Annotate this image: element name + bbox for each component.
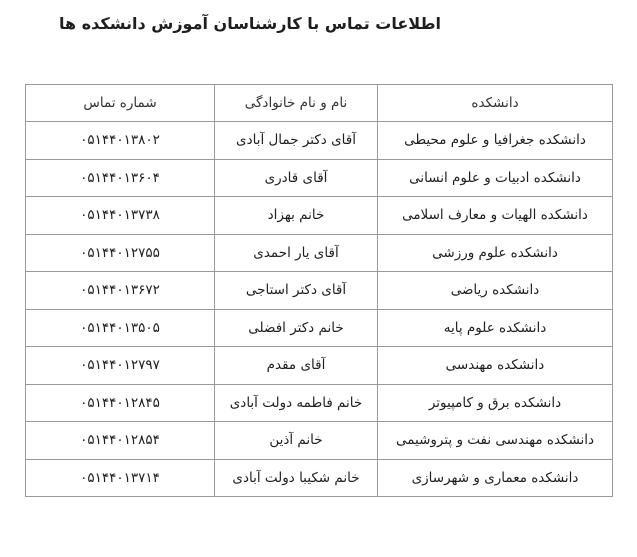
name-cell: آقای دکتر جمال آبادی [215,122,378,160]
table-row [26,384,613,422]
faculty-cell: دانشکده برق و کامپیوتر [378,384,613,422]
table-row [26,309,613,347]
phone-cell: ۰۵۱۴۴۰۱۳۷۱۴ [26,459,215,497]
faculty-cell: دانشکده مهندسی [378,347,613,385]
phone-cell: ۰۵۱۴۴۰۱۳۵۰۵ [26,309,215,347]
contacts-table [25,84,613,497]
phone-cell: ۰۵۱۴۴۰۱۲۷۹۷ [26,347,215,385]
faculty-cell: دانشکده ادبیات و علوم انسانی [378,159,613,197]
name-cell: خانم بهزاد [215,197,378,235]
faculty-cell: دانشکده معماری و شهرسازی [378,459,613,497]
name-cell: خانم دکتر افضلی [215,309,378,347]
faculty-cell: دانشکده الهیات و معارف اسلامی [378,197,613,235]
faculty-cell: دانشکده علوم ورزشی [378,234,613,272]
table-row [26,122,613,160]
phone-cell: ۰۵۱۴۴۰۱۲۸۴۵ [26,384,215,422]
phone-cell: ۰۵۱۴۴۰۱۳۶۰۴ [26,159,215,197]
table-row [26,197,613,235]
name-cell: خانم شکیبا دولت آبادی [215,459,378,497]
name-cell: آقای مقدم [215,347,378,385]
phone-cell: ۰۵۱۴۴۰۱۲۸۵۴ [26,422,215,460]
page-title: اطلاعات تماس با کارشناسان آموزش دانشکده ها [59,14,441,33]
table-row [26,272,613,310]
table-row [26,347,613,385]
header-phone: شماره تماس [26,85,215,122]
faculty-cell: دانشکده علوم پایه [378,309,613,347]
faculty-cell: دانشکده مهندسی نفت و پتروشیمی [378,422,613,460]
header-name: نام و نام خانوادگی [215,85,378,122]
table-row [26,159,613,197]
name-cell: آقای قادری [215,159,378,197]
table-row [26,422,613,460]
name-cell: آقای دکتر استاجی [215,272,378,310]
table-row [26,234,613,272]
phone-cell: ۰۵۱۴۴۰۱۳۶۷۲ [26,272,215,310]
table-header-row [26,85,613,122]
header-faculty: دانشکده [378,85,613,122]
name-cell: خانم فاطمه دولت آبادی [215,384,378,422]
name-cell: آقای یار احمدی [215,234,378,272]
faculty-cell: دانشکده ریاضی [378,272,613,310]
table-row [26,459,613,497]
faculty-cell: دانشکده جغرافیا و علوم محیطی [378,122,613,160]
phone-cell: ۰۵۱۴۴۰۱۳۸۰۲ [26,122,215,160]
phone-cell: ۰۵۱۴۴۰۱۳۷۳۸ [26,197,215,235]
phone-cell: ۰۵۱۴۴۰۱۲۷۵۵ [26,234,215,272]
name-cell: خانم آذین [215,422,378,460]
